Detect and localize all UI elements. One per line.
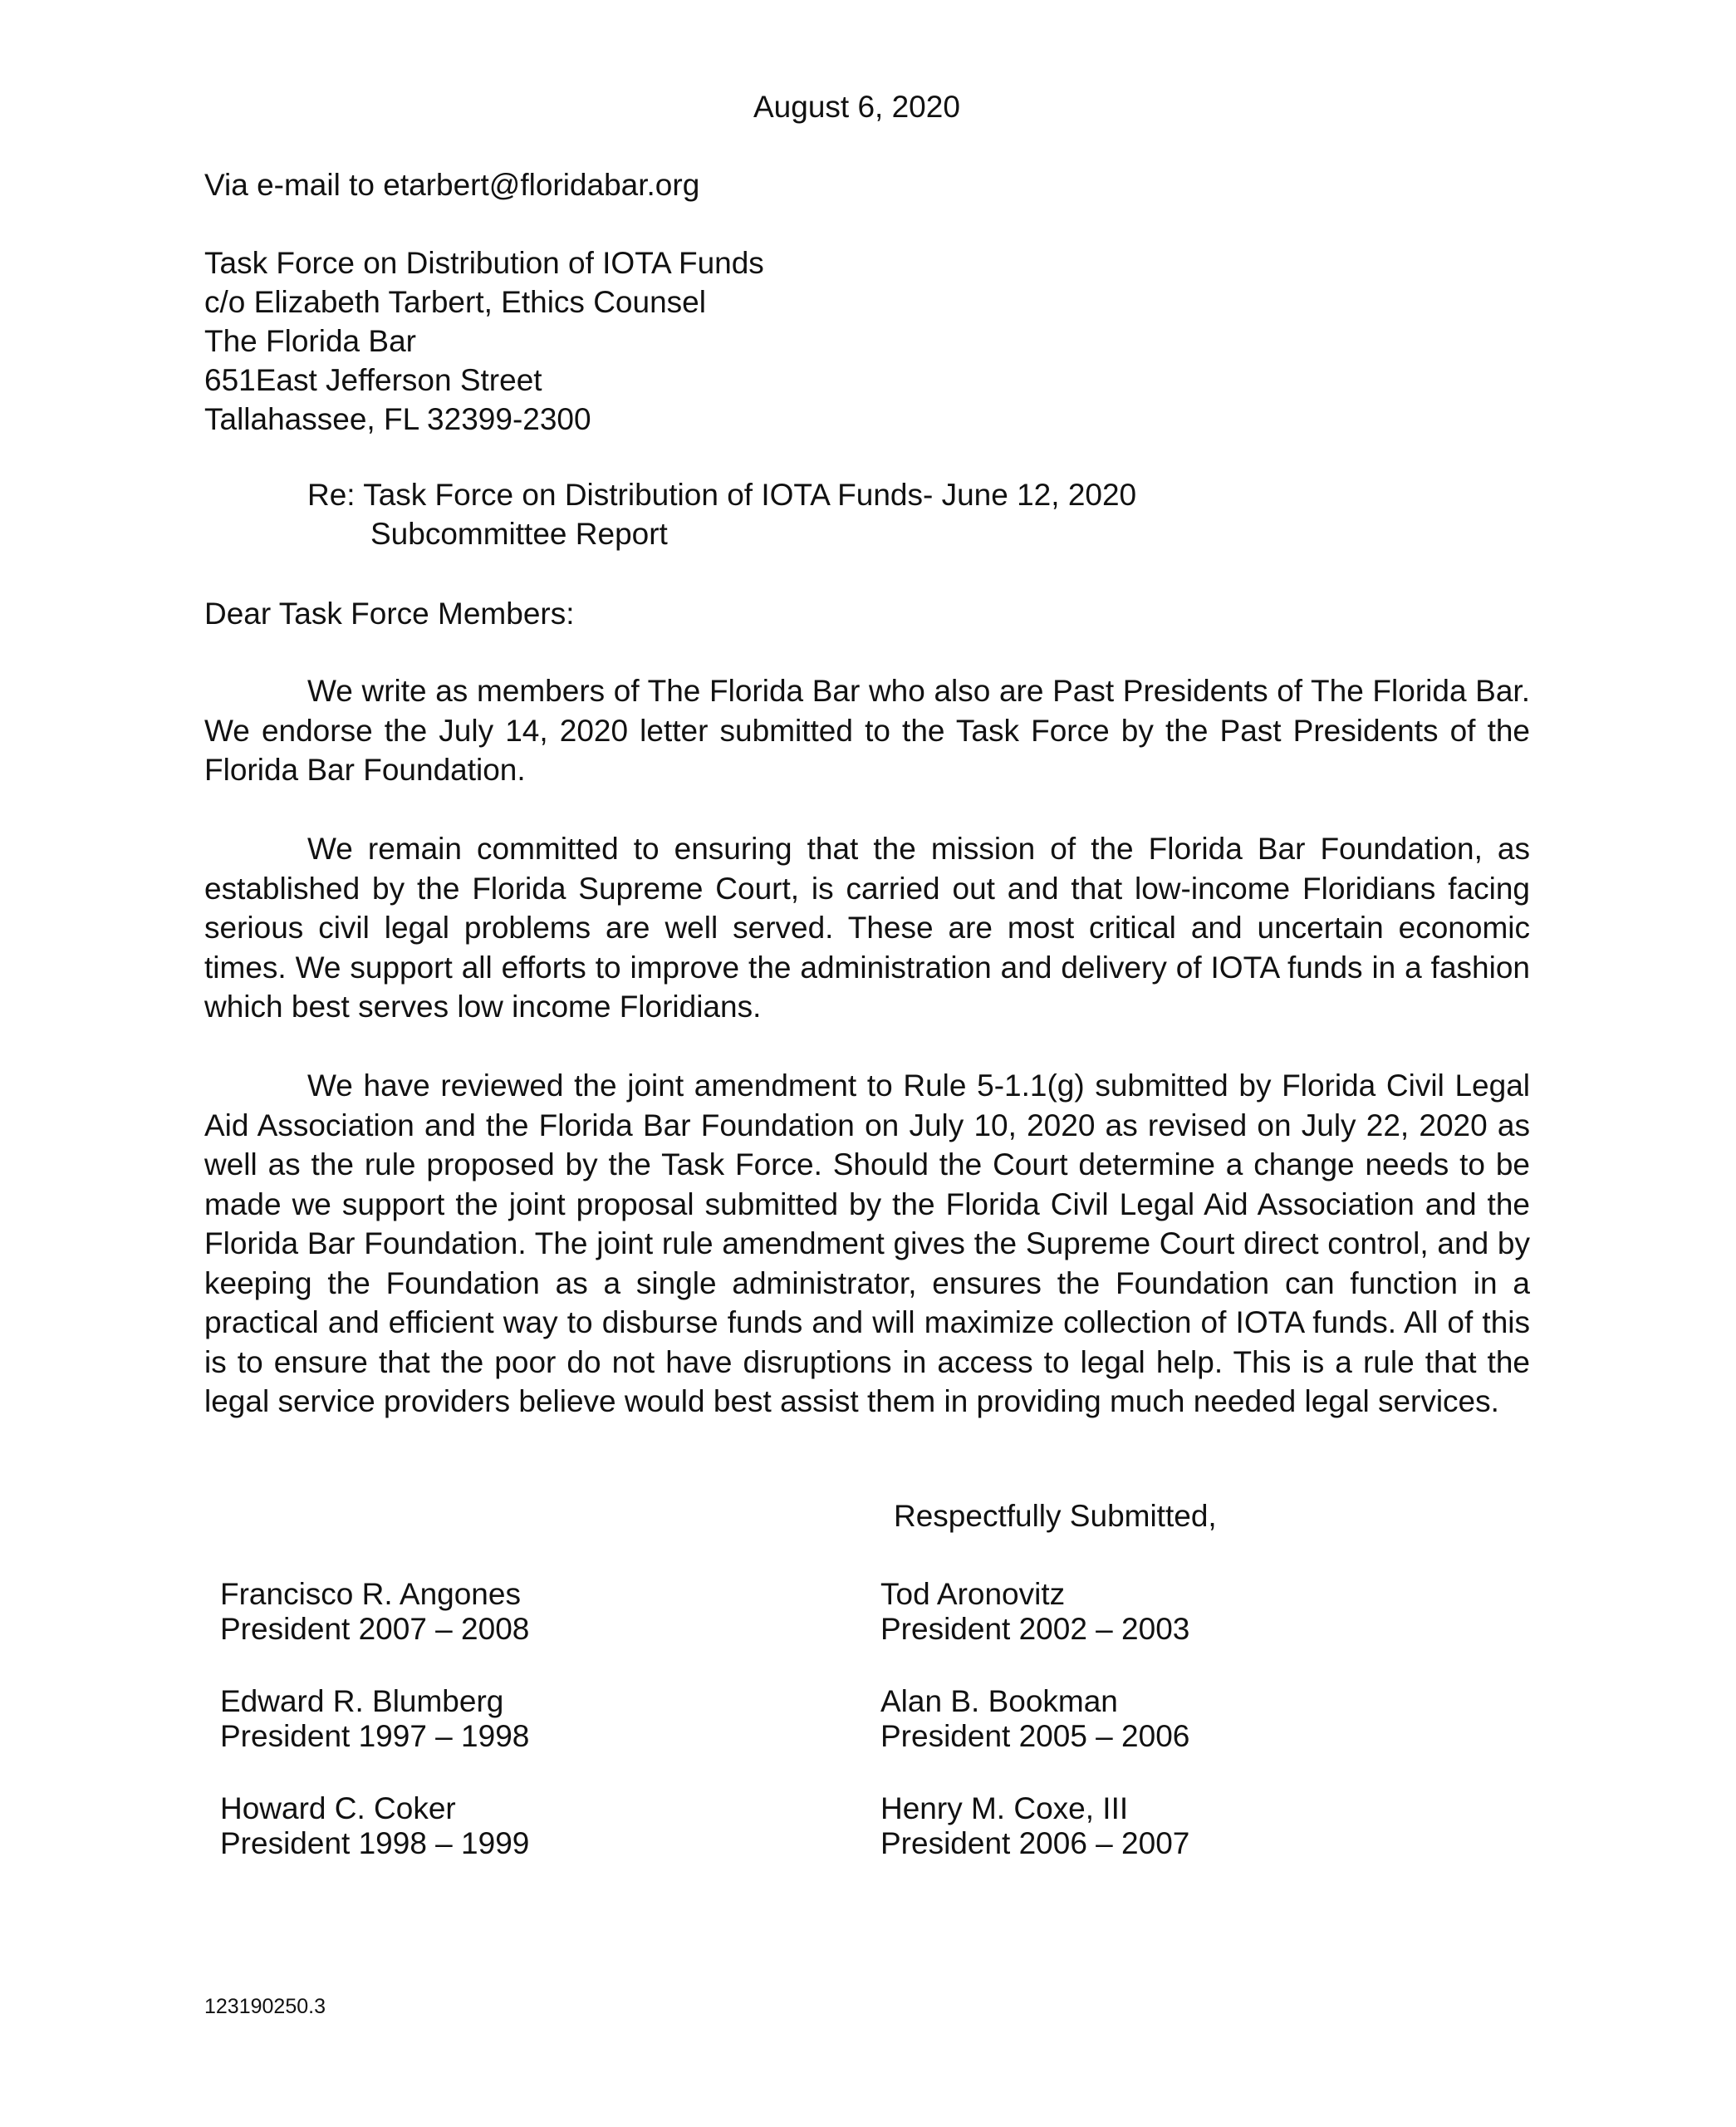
closing: Respectfully Submitted,	[894, 1499, 1217, 1533]
signatory-name: Henry M. Coxe, III	[880, 1791, 1129, 1825]
body-paragraph: We remain committed to ensuring that the mission of the Florida Bar Foundation, as established by the Florida Supreme Court, is carried out and that low-income Floridians facing serious civil legal problems are well served. These are most critical and uncertain economic times. We support all efforts to improve the administration and delivery of IOTA funds in a fashion which best serves low income Floridians.	[204, 832, 1530, 1024]
delivery-method: Via e-mail to etarbert@floridabar.org	[204, 168, 700, 202]
subject-line-2: Subcommittee Report	[370, 517, 668, 551]
salutation: Dear Task Force Members:	[204, 597, 575, 631]
signatory-title: President 2005 – 2006	[880, 1719, 1190, 1753]
signatory-name: Francisco R. Angones	[220, 1577, 521, 1611]
address-line: The Florida Bar	[204, 324, 416, 358]
signatory-title: President 1997 – 1998	[220, 1719, 530, 1753]
address-line: c/o Elizabeth Tarbert, Ethics Counsel	[204, 285, 706, 319]
subject-line-1: Re: Task Force on Distribution of IOTA Funds- June 12, 2020	[307, 478, 1137, 512]
signatory-title: President 2007 – 2008	[220, 1612, 530, 1646]
body-paragraph: We write as members of The Florida Bar who also are Past Presidents of The Florida Bar. We endorse the July 14, 2020 letter submitted to the Task Force by the Past Presidents of the Florida Bar Foundation.	[204, 674, 1530, 787]
letter-date: August 6, 2020	[753, 90, 960, 124]
body-paragraph: We have reviewed the joint amendment to Rule 5-1.1(g) submitted by Florida Civil Legal Aid Association and the Florida Bar Foundation on July 10, 2020 as revised on July 22, 2020 as well as the rule proposed by the Task Force. Should the Court determine a change needs to be made we support the joint proposal submitted by the Florida Civil Legal Aid Association and the Florida Bar Foundation. The joint rule amendment gives the Supreme Court direct control, and by keeping the Foundation as a single administrator, ensures the Foundation can function in a practical and efficient way to disburse funds and will maximize collection of IOTA funds. All of this is to ensure that the poor do not have disruptions in access to legal help. This is a rule that the legal service providers believe would best assist them in providing much needed legal services.	[204, 1068, 1530, 1418]
signatory-name: Edward R. Blumberg	[220, 1684, 504, 1718]
address-line: Tallahassee, FL 32399-2300	[204, 402, 591, 436]
signatory-title: President 1998 – 1999	[220, 1826, 530, 1860]
signatory-title: President 2002 – 2003	[880, 1612, 1190, 1646]
address-line: Task Force on Distribution of IOTA Funds	[204, 246, 764, 280]
document-id: 123190250.3	[204, 1995, 326, 2018]
signatory-name: Tod Aronovitz	[880, 1577, 1066, 1611]
signatory-name: Howard C. Coker	[220, 1791, 456, 1825]
signatory-name: Alan B. Bookman	[880, 1684, 1118, 1718]
signatory-title: President 2006 – 2007	[880, 1826, 1190, 1860]
address-line: 651East Jefferson Street	[204, 363, 542, 397]
